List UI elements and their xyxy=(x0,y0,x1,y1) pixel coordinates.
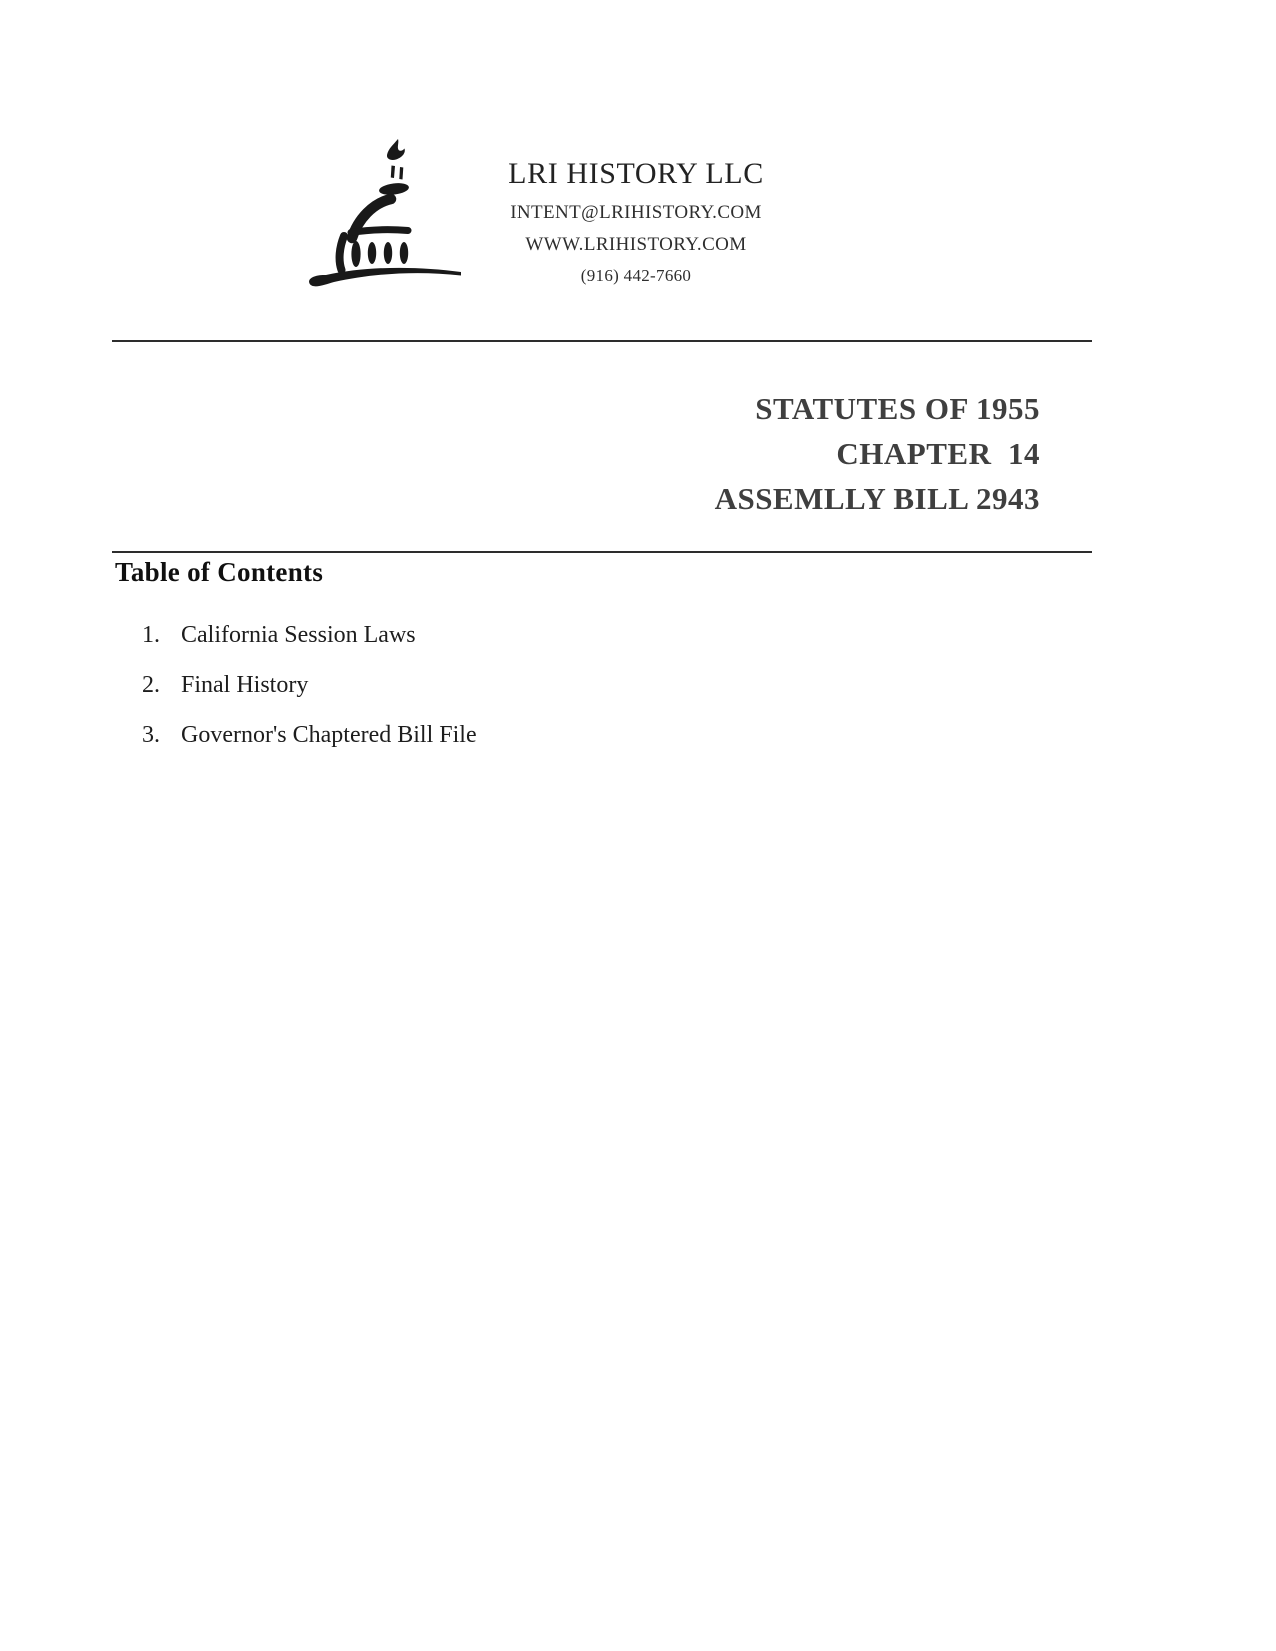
company-name: LRI HISTORY LLC xyxy=(508,157,764,190)
toc-item-label: Final History xyxy=(181,672,309,698)
toc-item xyxy=(142,720,477,750)
company-phone: (916) 442-7660 xyxy=(580,266,692,285)
chapter-line: CHAPTER 14 xyxy=(836,436,1040,471)
divider-rule-top xyxy=(112,340,1092,342)
statutes-year-line: STATUTES OF 1955 xyxy=(755,391,1040,426)
toc-item xyxy=(142,620,477,650)
company-email: INTENT@LRIHISTORY.COM xyxy=(510,202,762,223)
statutes-title-block xyxy=(715,386,1040,521)
toc-item-number: 3. xyxy=(142,722,160,748)
company-website: WWW.LRIHISTORY.COM xyxy=(525,234,747,255)
toc-heading: Table of Contents xyxy=(115,557,324,587)
letterhead xyxy=(436,157,836,286)
toc-list xyxy=(142,620,477,770)
toc-item-number: 2. xyxy=(142,672,160,698)
toc-item-label: California Session Laws xyxy=(181,622,416,648)
toc-item-label: Governor's Chaptered Bill File xyxy=(181,722,477,748)
assembly-bill-line: ASSEMLLY BILL 2943 xyxy=(714,481,1040,516)
toc-item-number: 1. xyxy=(142,622,160,648)
divider-rule-bottom xyxy=(112,551,1092,553)
toc-item xyxy=(142,670,477,700)
